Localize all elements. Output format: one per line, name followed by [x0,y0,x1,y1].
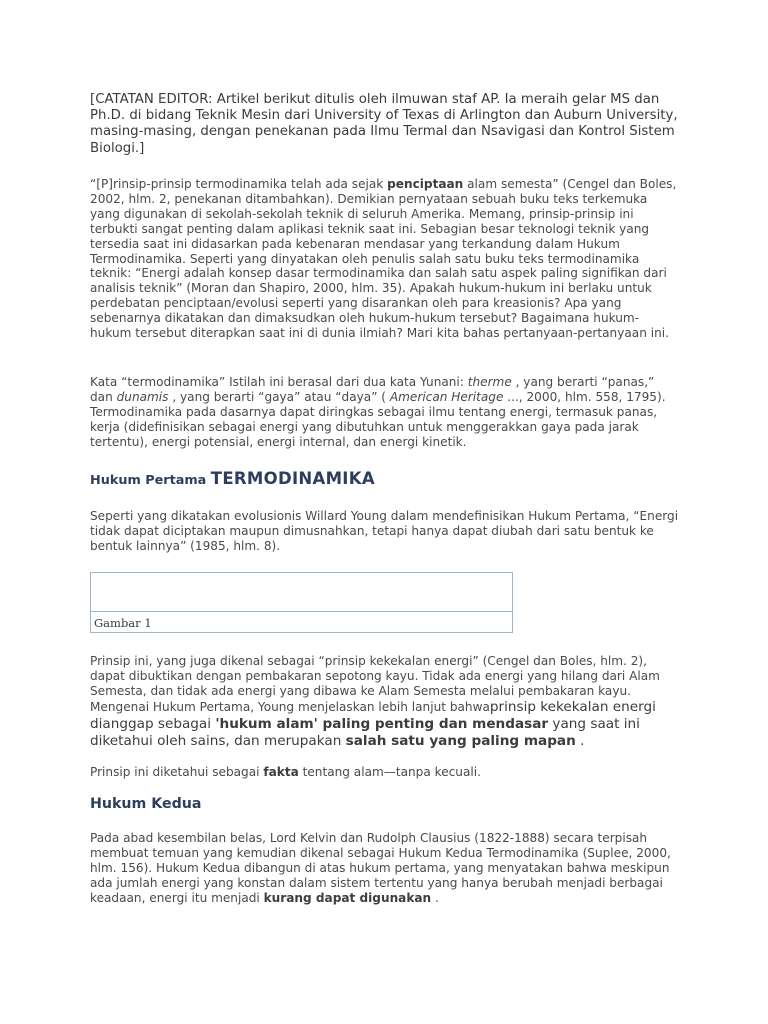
emphasis-penciptaan: penciptaan [387,177,464,191]
etymology-paragraph: Kata “termodinamika” Istilah ini berasal dari dua kata Yunani: therme , yang berarti “panas,” dan dunamis , yang berarti “gaya” atau “daya” ( American Heritage ..., 2000, hlm. 558, 1795). Termodinamika pada dasarnya dapat diringkas sebagai ilmu tentang energi, termasuk panas, kerja (didefinisikan sebagai energi yang dibutuhkan untuk menggerakkan gaya pada jarak tertentu), energi potensial, energi internal, dan energi kinetik. [90,375,666,449]
emphasis-most-established: salah satu yang paling mapan [345,732,576,749]
figure-caption: Gambar 1 [94,616,152,630]
fact-paragraph: Prinsip ini diketahui sebagai fakta tentang alam—tanpa kecuali. [90,765,481,779]
figure-image-placeholder [91,573,512,612]
conservation-paragraph: Prinsip ini, yang juga dikenal sebagai “prinsip kekekalan energi” (Cengel dan Boles, hlm. 2), dapat dibuktikan dengan pembakaran sepotong kayu. Tidak ada energi yang hilang dari Alam Semesta, dan tidak ada energi yang dibawa ke Alam Semesta melalui pembakaran kayu. Mengenai Hukum Pertama, Young menjelaskan lebih lanjut bahwaprinsip kekekalan energi dianggap sebagai 'hukum alam' paling penting dan mendasar yang saat ini diketahui oleh sains, dan merupakan salah satu yang paling mapan . [90,654,660,749]
editor-note: [CATATAN EDITOR: Artikel berikut ditulis oleh ilmuwan staf AP. Ia meraih gelar MS dan Ph.D. di bidang Teknik Mesin dari University of Texas di Arlington dan Auburn University, masing-masing, dengan penekanan pada Ilmu Termal dan Nsavigasi dan Kontrol Sistem Biologi.] [90,92,678,156]
first-law-definition-paragraph: Seperti yang dikatakan evolusionis Willard Young dalam mendefinisikan Hukum Pertama, “Energi tidak dapat diciptakan maupun dimusnahkan, tetapi hanya dapat diubah dari satu bentuk ke bentuk lainnya” (1985, hlm. 8). [90,509,679,553]
term-dunamis: dunamis [116,389,169,404]
emphasis-natural-law: 'hukum alam' paling penting dan mendasar [215,715,549,732]
heading-first-law: Hukum Pertama TERMODINAMIKA [90,469,375,488]
emphasis-fakta: fakta [263,765,299,779]
heading-second-law: Hukum Kedua [90,796,202,812]
intro-paragraph: “[P]rinsip-prinsip termodinamika telah ada sejak penciptaan alam semesta” (Cengel dan Boles, 2002, hlm. 2, penekanan ditambahkan). Demikian pernyataan sebuah buku teks terkemuka yang digunakan di sekolah-sekolah teknik di seluruh Amerika. Memang, prinsip-prinsip ini terbukti sangat penting dalam aplikasi teknik saat ini. Sebagian besar teknologi teknik yang tersedia saat ini didasarkan pada kebenaran mendasar yang terkandung dalam Hukum Termodinamika. Seperti yang dinyatakan oleh penulis salah satu buku teks termodinamika teknik: “Energi adalah konsep dasar termodinamika dan salah satu aspek paling signifikan dari analisis teknik” (Moran dan Shapiro, 2000, hlm. 35). Apakah hukum-hukum ini berlaku untuk perdebatan penciptaan/evolusi seperti yang disarankan oleh para kreasionis? Apa yang sebenarnya dikatakan dan dimaksudkan oleh hukum-hukum tersebut? Bagaimana hukum-hukum tersebut diterapkan saat ini di dunia ilmiah? Mari kita bahas pertanyaan-pertanyaan ini. [90,177,677,341]
emphasis-less-usable: kurang dapat digunakan [263,890,432,905]
figure-1 [90,572,513,633]
term-therme: therme [467,375,512,389]
source-american-heritage: American Heritage [389,389,504,404]
second-law-paragraph: Pada abad kesembilan belas, Lord Kelvin dan Rudolph Clausius (1822-1888) secara terpisah membuat temuan yang kemudian dikenal sebagai Hukum Kedua Termodinamika (Suplee, 2000, hlm. 156). Hukum Kedua dibangun di atas hukum pertama, yang menyatakan bahwa meskipun ada jumlah energi yang konstan dalam sistem tertentu yang hanya berubah menjadi berbagai keadaan, energi itu menjadi kurang dapat digunakan . [90,831,671,905]
